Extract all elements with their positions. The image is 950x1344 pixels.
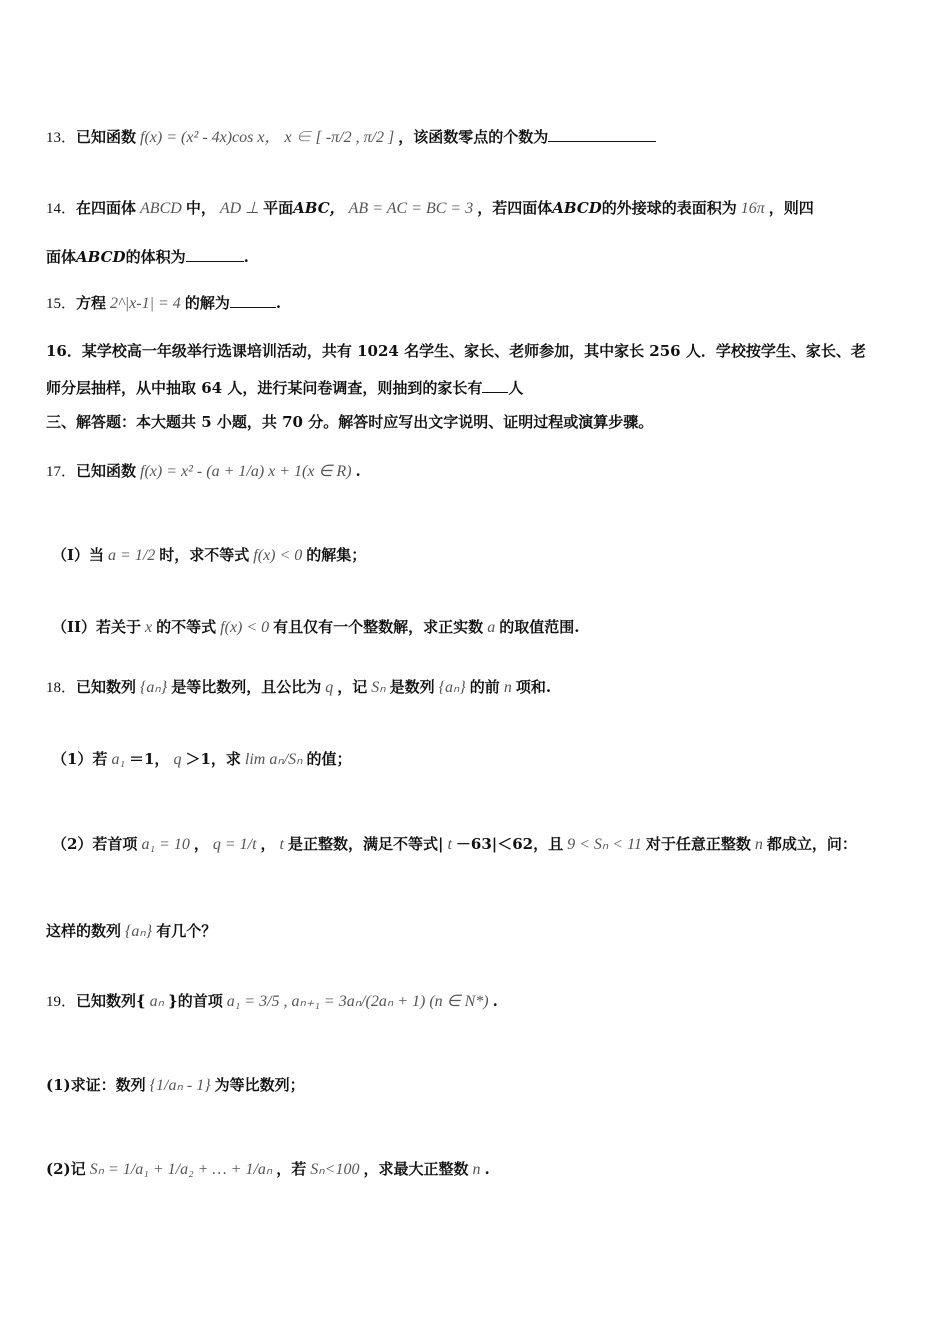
- text: ABCD: [76, 248, 126, 266]
- formula: {aₙ}: [125, 923, 153, 940]
- text: 的解集；: [306, 546, 367, 564]
- text: 时，求不等式: [159, 546, 250, 564]
- formula: AD ⊥: [219, 200, 260, 217]
- text: 已知函数: [76, 462, 137, 480]
- text: 已知数列{: [76, 992, 146, 1010]
- text: .: [492, 992, 498, 1010]
- text: 已知数列: [76, 678, 137, 696]
- formula: a = 1/2: [108, 547, 156, 564]
- text: ，求最大正整数: [363, 1160, 469, 1178]
- text: ＞1，求: [185, 750, 241, 768]
- text: 人: [508, 379, 524, 397]
- text: 16．某学校高一年级举行选课培训活动，共有 1024 名学生、家长、老师参加，其中家长 256 人．学校按学生、家长、老: [46, 342, 866, 360]
- question-19-part-2: [46, 1158, 910, 1181]
- question-14: [46, 197, 910, 220]
- text: ＝1，: [129, 750, 170, 768]
- text: 这样的数列: [46, 922, 122, 940]
- formula: {1/aₙ - 1}: [149, 1077, 211, 1094]
- text: 在四面体: [76, 199, 137, 217]
- text: .: [275, 294, 282, 312]
- text: ，: [193, 835, 209, 853]
- text: ，则四: [768, 199, 814, 217]
- question-19-part-1: [46, 1074, 910, 1097]
- text: －63|＜62，且: [455, 835, 564, 853]
- formula: aₙ: [149, 993, 165, 1010]
- text: ，若四面体: [477, 199, 553, 217]
- text: 是等比数列，且公比为: [171, 678, 322, 696]
- text: ABC，: [293, 199, 345, 217]
- question-number: 14．: [46, 201, 77, 217]
- question-17-part-1: [52, 544, 910, 567]
- text: 对于任意正整数: [645, 835, 751, 853]
- text: 项和.: [515, 678, 552, 696]
- question-number: 15．: [46, 296, 77, 312]
- formula: {aₙ}: [438, 679, 466, 696]
- question-18-part-1: [52, 748, 910, 771]
- text: (2)记: [46, 1160, 86, 1178]
- text: ，记: [337, 678, 368, 696]
- question-number: 17．: [46, 464, 77, 480]
- formula: a₁ = 3/5 , aₙ₊₁ = 3aₙ/(2aₙ + 1) (n ∈ N*): [226, 993, 489, 1010]
- question-number: 19．: [46, 994, 77, 1010]
- text: .: [484, 1160, 490, 1178]
- text: 的值；: [306, 750, 352, 768]
- text: 的前: [469, 678, 500, 696]
- answer-blank: [230, 293, 276, 308]
- formula: ABCD: [140, 200, 182, 217]
- formula: Sₙ: [371, 679, 386, 696]
- text: 为等比数列；: [214, 1076, 305, 1094]
- text: 的不等式: [156, 618, 217, 636]
- question-14-cont: [46, 246, 910, 268]
- text: 的取值范围.: [499, 618, 580, 636]
- text: ，若: [276, 1160, 307, 1178]
- answer-blank: [482, 378, 508, 393]
- question-19: [46, 990, 910, 1013]
- question-18-part-2: [52, 833, 910, 856]
- text: 已知函数: [76, 128, 137, 146]
- formula: 2^|x-1| = 4: [110, 295, 181, 312]
- question-16: [46, 340, 910, 362]
- formula: f(x) = (x² - 4x)cos x， x ∈ [ -π/2 , π/2 ]: [140, 129, 395, 146]
- formula: q: [173, 751, 182, 768]
- formula: q: [325, 679, 334, 696]
- text: 是数列: [389, 678, 435, 696]
- section-title: 三、解答题：本大题共 5 小题，共 70 分。解答时应写出文字说明、证明过程或演算步骤。: [46, 413, 654, 431]
- text: 是正整数，满足不等式|: [287, 835, 444, 853]
- formula: Sₙ<100: [310, 1161, 360, 1178]
- question-18: [46, 676, 910, 699]
- formula: t: [279, 836, 284, 853]
- formula: f(x) < 0: [220, 619, 270, 636]
- answer-blank: [186, 247, 244, 262]
- question-17-part-2: [52, 616, 910, 639]
- formula: q = 1/t: [212, 836, 257, 853]
- question-16-cont: [46, 377, 910, 399]
- text: 的外接球的表面积为: [601, 199, 737, 217]
- formula: 9 < Sₙ < 11: [567, 836, 642, 853]
- text: 有且仅有一个整数解，求正实数: [273, 618, 484, 636]
- text: 都成立，问：: [766, 835, 857, 853]
- formula: n: [754, 836, 763, 853]
- formula: f(x) = x² - (a + 1/a) x + 1(x ∈ R): [140, 463, 352, 480]
- text: 师分层抽样，从中抽取 64 人，进行某问卷调查，则抽到的家长有: [46, 379, 483, 397]
- text: 面体: [46, 248, 77, 266]
- formula: a₁: [111, 751, 125, 768]
- formula: 16π: [740, 200, 765, 217]
- text: ，: [260, 835, 276, 853]
- formula: n: [472, 1161, 481, 1178]
- formula: AB = AC = BC = 3: [348, 200, 474, 217]
- question-13: [46, 126, 910, 149]
- formula: f(x) < 0: [253, 547, 303, 564]
- text: 中，: [185, 199, 216, 217]
- formula: n: [503, 679, 512, 696]
- answer-blank: [548, 127, 656, 142]
- text: （II）若关于: [52, 618, 142, 636]
- text: (1)求证：数列: [46, 1076, 146, 1094]
- text: .: [243, 248, 249, 266]
- question-18-part-2-cont: [46, 920, 910, 943]
- text: 方程: [76, 294, 107, 312]
- formula: lim aₙ/Sₙ: [244, 751, 303, 768]
- text: 的解为: [184, 294, 230, 312]
- text: ，该函数零点的个数为: [398, 128, 549, 146]
- text: 平面: [263, 199, 294, 217]
- question-15: [46, 292, 910, 315]
- question-17: [46, 460, 910, 483]
- text: .: [355, 462, 361, 480]
- formula: x: [145, 619, 153, 636]
- question-number: 13．: [46, 130, 77, 146]
- formula: t: [447, 836, 452, 853]
- text: 的体积为: [125, 248, 186, 266]
- section-heading: [46, 411, 910, 433]
- question-number: 18．: [46, 680, 77, 696]
- formula: a: [487, 619, 496, 636]
- text: （I）当: [52, 546, 105, 564]
- text: }的首项: [168, 992, 223, 1010]
- text: （2）若首项: [52, 835, 138, 853]
- formula: Sₙ = 1/a₁ + 1/a₂ + … + 1/aₙ: [89, 1161, 273, 1178]
- formula: {aₙ}: [140, 679, 168, 696]
- formula: a₁ = 10: [141, 836, 190, 853]
- text: ABCD: [552, 199, 602, 217]
- text: 有几个？: [156, 922, 217, 940]
- text: （1）若: [52, 750, 108, 768]
